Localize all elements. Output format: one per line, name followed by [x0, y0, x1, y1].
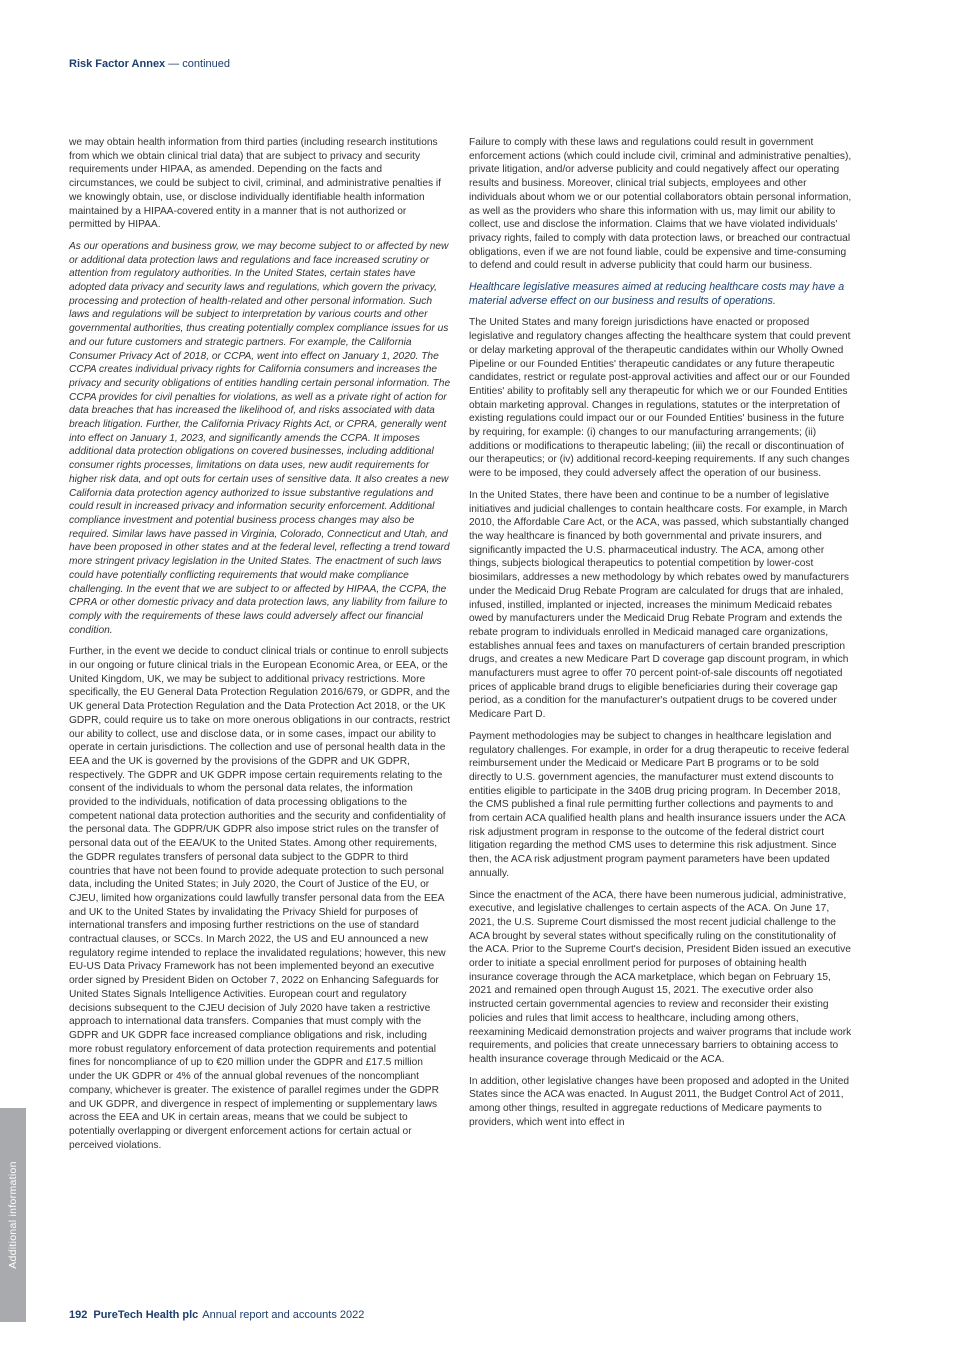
- paragraph-compliance-failure: Failure to comply with these laws and regulations could result in government enforcement actions (which could include civil, criminal and administrative penalties), private litigation, and/or adverse publicity and could negatively affect our operating results and business. Moreover, clinical trial subjects, employees and other individuals about whom we or our potential collaborators obtain personal information, as well as the providers who share this information with us, may limit our ability to collect, use and disclose the information. Claims that we have violated individuals' privacy rights, failed to comply with data protection laws, or breached our contractual obligations, even if we are not found liable, could be expensive and time-consuming to defend and could result in adverse publicity that could harm our business.: [469, 137, 852, 272]
- running-header: [69, 58, 230, 70]
- paragraph-aca: In the United States, there have been and continue to be a number of legislative initiatives and judicial challenges to contain healthcare costs. For example, in March 2010, the Affordable Care Act, or the ACA, was passed, which substantially changed the way healthcare is financed by both governmental and private insurers, and significantly impacted the U.S. pharmaceutical industry. The ACA, among other things, subjects biological therapeutics to potential competition by lower-cost biosimilars, addresses a new methodology by which rebates owed by manufacturers under the Medicaid Drug Rebate Program are calculated for drugs that are inhaled, infused, instilled, implanted or injected, increases the minimum Medicaid rebates owed by manufacturers under the Medicaid Drug Rebate Program and extends the rebate program to individuals enrolled in Medicaid managed care organizations, establishes annual fees and taxes on manufacturers of certain branded prescription drugs, and creates a new Medicare Part D coverage gap discount program, in which manufacturers must agree to offer 70 percent point-of-sale discounts off negotiated prices of applicable brand drugs to eligible beneficiaries during their coverage gap period, as a condition for the manufacturer's outpatient drugs to be covered under Medicare Part D.: [469, 489, 849, 721]
- side-tab: [0, 1108, 26, 1322]
- left-column: [69, 136, 451, 1160]
- paragraph-state-privacy-laws: As our operations and business grow, we may become subject to or affected by new or additional data protection laws and regulations and face increased scrutiny or attention from regulatory authorities. In the United States, certain states have adopted data privacy and security laws and regulations, which govern the privacy, processing and protection of health-related and other personal information. Such laws and regulations will be subject to interpretation by various courts and other governmental authorities, thus creating potentially complex compliance issues for us and our future customers and strategic partners. For example, the California Consumer Privacy Act of 2018, or CCPA, went into effect on January 1, 2020. The CCPA creates individual privacy rights for California consumers and increases the privacy and security obligations of entities handling certain personal information. The CCPA provides for civil penalties for violations, as well as a private right of action for data breaches that has increased the likelihood of, and risks associated with data breach litigation. Further, the California Privacy Rights Act, or CPRA, generally went into effect on January 1, 2023, and significantly amends the CCPA. It imposes additional data protection obligations on covered businesses, including additional consumer rights processes, limitations on data uses, new audit requirements for higher risk data, and opt outs for certain uses of sensitive data. It also creates a new California data protection agency authorized to issue substantive regulations and could result in increased privacy and information security enforcement. Additional compliance investment and potential business process changes may also be required. Similar laws have passed in Virginia, Colorado, Connecticut and Utah, and have been proposed in other states and at the federal level, reflecting a trend toward more stringent privacy legislation in the United States. The enactment of such laws could have potentially conflicting requirements that would make compliance challenging. In the event that we are subject to or affected by HIPAA, the CCPA, the CPRA or other domestic privacy and data protection laws, any liability from failure to comply with the requirements of these laws could adversely affect our financial condition.: [69, 240, 451, 636]
- right-column: [469, 136, 852, 1138]
- page-number: 192: [69, 1309, 88, 1321]
- paragraph-gdpr: Further, in the event we decide to conduct clinical trials or continue to enroll subjects in our ongoing or future clinical trials in the European Economic Area, or EEA, or the United Kingdom, UK, we may be subject to additional privacy restrictions. More specifically, the EU General Data Protection Regulation 2016/679, or GDPR, and the UK general Data Protection Regulation and the Data Protection Act 2018, or the UK GDPR, could require us to take on more onerous obligations in our contracts, restrict our ability to collect, use and disclose data, or in some cases, impact our ability to operate in certain jurisdictions. The collection and use of personal health data in the EEA and the UK is governed by the provisions of the GDPR and UK GDPR, respectively. The GDPR and UK GDPR impose certain requirements relating to the consent of the individuals to whom the personal data relates, the information provided to the individuals, notification of data processing obligations to the competent national data protection authorities and the security and confidentiality of the personal data. The GDPR/UK GDPR also impose strict rules on the transfer of personal data out of the EEA/UK to the United States. Among other requirements, the GDPR regulates transfers of personal data subject to the GDPR to third countries that have not been found to provide adequate protection to such personal data, including the United States; in July 2020, the Court of Justice of the EU, or CJEU, limited how organizations could lawfully transfer personal data from the EEA and UK to the United States by invalidating the Privacy Shield for purposes of international transfers and imposing further restrictions on the use of standard contractual clauses, or SCCs. In March 2022, the US and EU announced a new regulatory regime intended to replace the invalidated regulations; however, this new EU-US Data Privacy Framework has not been implemented beyond an executive order signed by President Biden on October 7, 2022 on Enhancing Safeguards for United States Signals Intelligence Activities. European court and regulatory decisions subsequent to the CJEU decision of July 2020 have taken a restrictive approach to international data transfers. Companies that must comply with the GDPR and UK GDPR face increased compliance obligations and risk, including more robust regulatory enforcement of data protection requirements and potential fines for noncompliance of up to €20 million under the GDPR and £17.5 million under the UK GDPR or 4% of the annual global revenues of the noncompliant company, whichever is greater. The existence of parallel regimes under the GDPR and UK GDPR, and divergence in respect of implementing or supplementary laws across the EEA and UK in certain areas, means that we could be subject to potentially overlapping or divergent enforcement actions for certain actual or perceived violations.: [69, 646, 451, 1151]
- page-footer: [69, 1309, 364, 1321]
- risk-subheading: Healthcare legislative measures aimed at reducing healthcare costs may have a material adverse effect on our business and results of operations.: [469, 281, 845, 307]
- side-tab-label: Additional information: [7, 1161, 19, 1269]
- continued-label: — continued: [165, 58, 231, 70]
- section-title: Risk Factor Annex: [69, 58, 166, 70]
- paragraph-budget-control-act: In addition, other legislative changes have been proposed and adopted in the United States since the ACA was enacted. In August 2011, the Budget Control Act of 2011, among other things, resulted in aggregate reductions of Medicare payments to providers, which went into effect in: [469, 1075, 850, 1128]
- company-name: PureTech Health plc: [93, 1309, 199, 1321]
- report-title: Annual report and accounts 2022: [202, 1309, 365, 1321]
- paragraph-legislative-changes: The United States and many foreign jurisdictions have enacted or proposed legislative and regulatory changes affecting the healthcare system that could prevent or delay marketing approval of the therapeutic candidates within our Wholly Owned Pipeline or our Founded Entities' therapeutic candidates or any future therapeutic candidates, restrict or regulate post-approval activities and affect our or our Founded Entities' ability to profitably sell any therapeutic for which we or our Founded Entities obtain marketing approval. Changes in regulations, statutes or the interpretation of existing regulations could impact our or our Founded Entities' business in the future by requiring, for example: (i) changes to our manufacturing arrangements; (ii) additions or modifications to therapeutic labeling; (iii) the recall or discontinuation of our therapeutics; or (iv) additional record-keeping requirements. If any such changes were to be imposed, they could adversely affect the operation of our business.: [469, 317, 851, 480]
- paragraph-aca-challenges: Since the enactment of the ACA, there have been numerous judicial, administrative, executive, and legislative challenges to certain aspects of the ACA. On June 17, 2021, the U.S. Supreme Court dismissed the most recent judicial challenge to the ACA brought by several states without specifically ruling on the constitutionality of the ACA. Prior to the Supreme Court's decision, President Biden issued an executive order to initiate a special enrollment period for purposes of obtaining health insurance coverage through the ACA marketplace, which began on February 15, 2021 and remained open through August 15, 2021. The executive order also instructed certain governmental agencies to review and reconsider their existing policies and rules that limit access to healthcare, including among others, reexamining Medicaid demonstration projects and waiver programs that include work requirements, and policies that create unnecessary barriers to obtaining access to health insurance coverage through Medicaid or the ACA.: [469, 889, 852, 1065]
- paragraph-hipaa: we may obtain health information from third parties (including research institutions from which we obtain clinical trial data) that are subject to privacy and security requirements under HIPAA, as amended. Depending on the facts and circumstances, we could be subject to civil, criminal, and administrative penalties if we knowingly obtain, use, or disclose individually identifiable health information maintained by a HIPAA-covered entity in a manner that is not authorized or permitted by HIPAA.: [69, 137, 442, 231]
- paragraph-payment-methodologies: Payment methodologies may be subject to changes in healthcare legislation and regulatory challenges. For example, in order for a drug therapeutic to receive federal reimbursement under the Medicaid or Medicare Part B programs or to be sold directly to U.S. government agencies, the manufacturer must extend discounts to entities eligible to participate in the 340B drug pricing program. In December 2018, the CMS published a final rule permitting further collections and payments to and from certain ACA qualified health plans and health insurance issuers under the ACA risk adjustment program in response to the outcome of the federal district court litigation regarding the method CMS uses to determine this risk adjustment. Since then, the ACA risk adjustment program payment parameters have been updated annually.: [469, 730, 849, 879]
